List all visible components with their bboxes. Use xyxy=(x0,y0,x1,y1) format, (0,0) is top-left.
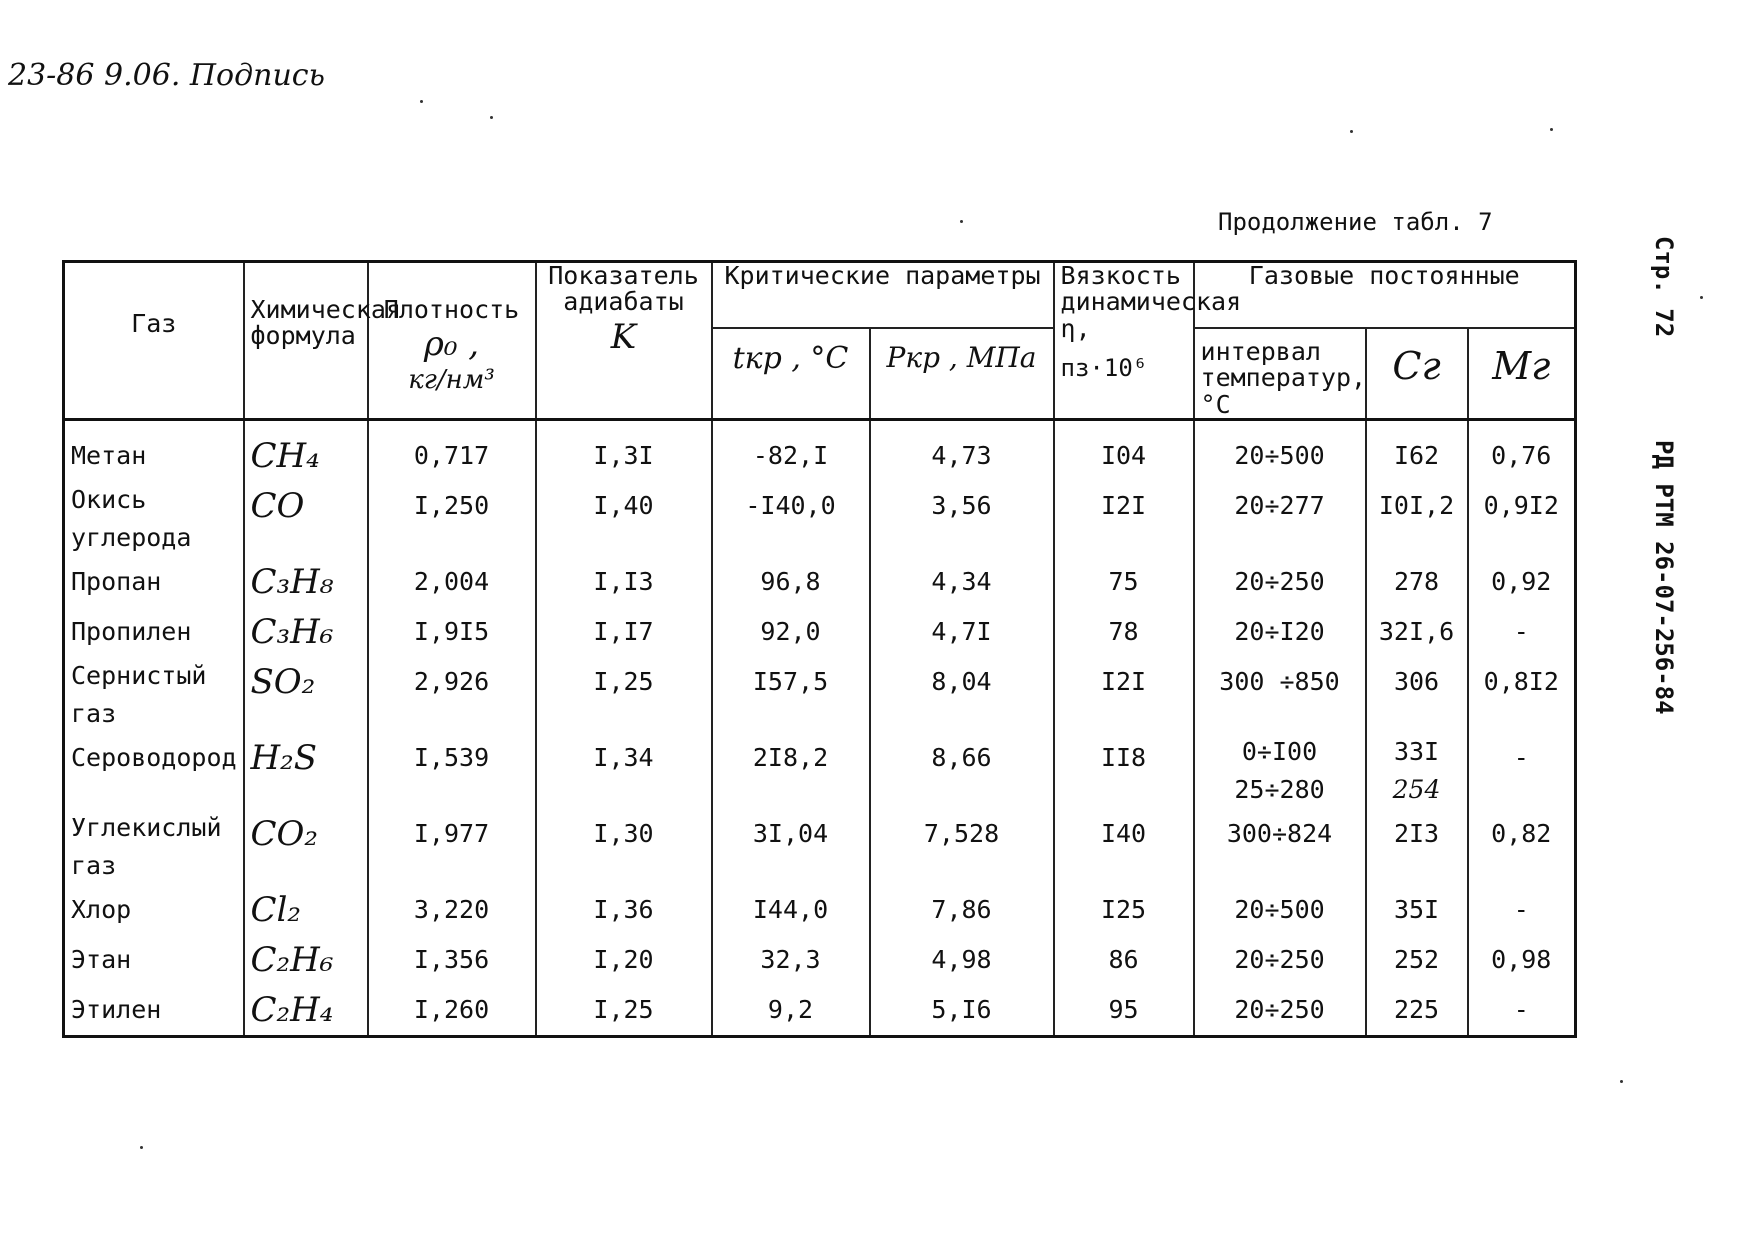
header-adiabatic xyxy=(536,262,712,420)
cell-m-text: - xyxy=(1513,616,1529,646)
cell-gas-text: Углекислый газ xyxy=(71,812,222,880)
header-c-g: Cг xyxy=(1366,328,1468,419)
cell-interval xyxy=(1194,481,1366,557)
cell-density-text: 2,004 xyxy=(413,566,490,596)
cell-t xyxy=(712,985,870,1037)
cell-m xyxy=(1468,733,1576,809)
header-m-g: Mг xyxy=(1468,328,1576,419)
handwritten-note: 23-86 9.06. Подпись xyxy=(8,58,325,93)
cell-k-text: I,30 xyxy=(593,818,654,848)
cell-visc-text: 75 xyxy=(1108,566,1139,596)
cell-visc-text: I04 xyxy=(1100,440,1147,470)
cell-gas xyxy=(64,419,244,481)
cell-p xyxy=(870,935,1054,985)
cell-gas-text: Метан xyxy=(71,440,147,470)
cell-formula-text: Cl₂ xyxy=(250,889,302,930)
cell-p xyxy=(870,733,1054,809)
header-density-unit: кг/нм³ xyxy=(408,364,495,395)
header-adiabatic-symbol: K xyxy=(610,316,637,357)
cell-m-text: 0,92 xyxy=(1491,566,1552,596)
gas-properties-table xyxy=(62,260,1577,1038)
table-row xyxy=(64,985,1576,1037)
cell-m xyxy=(1468,809,1576,885)
cell-c-text: 33I xyxy=(1393,736,1440,766)
cell-formula-text: C₂H₄ xyxy=(250,989,334,1030)
cell-p-text: 7,86 xyxy=(931,894,992,924)
cell-formula xyxy=(244,657,368,733)
cell-m xyxy=(1468,985,1576,1037)
cell-density xyxy=(368,481,536,557)
cell-gas-text: Сернистый газ xyxy=(71,660,207,728)
cell-visc-text: 78 xyxy=(1108,616,1139,646)
cell-gas xyxy=(64,935,244,985)
cell-formula xyxy=(244,419,368,481)
cell-k xyxy=(536,607,712,657)
cell-visc xyxy=(1054,885,1194,935)
cell-density xyxy=(368,809,536,885)
cell-interval-text: 300÷824 xyxy=(1226,818,1333,848)
cell-interval xyxy=(1194,985,1366,1037)
cell-visc-text: I2I xyxy=(1100,666,1147,696)
cell-p xyxy=(870,607,1054,657)
cell-density-text: I,356 xyxy=(413,944,490,974)
cell-m xyxy=(1468,419,1576,481)
cell-m-text: 0,9I2 xyxy=(1483,490,1559,520)
cell-c-text: I62 xyxy=(1393,440,1440,470)
cell-k xyxy=(536,557,712,607)
cell-k-text: I,3I xyxy=(593,440,654,470)
cell-interval-text: 20÷250 xyxy=(1234,994,1325,1024)
cell-p xyxy=(870,657,1054,733)
cell-gas-text: Хлор xyxy=(71,894,132,924)
cell-gas-text: Этан xyxy=(71,944,132,974)
table-continuation-caption: Продолжение табл. 7 xyxy=(1218,208,1493,236)
cell-density-text: I,9I5 xyxy=(413,616,490,646)
cell-visc xyxy=(1054,419,1194,481)
cell-interval-second-line: 25÷280 xyxy=(1234,774,1325,804)
cell-p-text: 8,66 xyxy=(931,742,992,772)
table-row xyxy=(64,733,1576,809)
table-header-row-1 xyxy=(64,262,1576,329)
cell-k-text: I,40 xyxy=(593,490,654,520)
cell-t xyxy=(712,607,870,657)
document-code-vertical: РД РТМ 26-07-256-84 xyxy=(1650,440,1678,715)
cell-c xyxy=(1366,885,1468,935)
cell-t-text: -I40,0 xyxy=(745,490,836,520)
cell-gas-text: Окись углерода xyxy=(71,484,192,552)
cell-k xyxy=(536,733,712,809)
cell-gas-text: Пропилен xyxy=(71,616,192,646)
cell-k-text: I,25 xyxy=(593,666,654,696)
cell-gas-text: Этилен xyxy=(71,994,162,1024)
cell-density-text: I,250 xyxy=(413,490,490,520)
cell-density xyxy=(368,419,536,481)
cell-p xyxy=(870,481,1054,557)
cell-visc xyxy=(1054,733,1194,809)
cell-gas xyxy=(64,809,244,885)
cell-interval xyxy=(1194,607,1366,657)
cell-p xyxy=(870,419,1054,481)
cell-k-text: I,34 xyxy=(593,742,654,772)
cell-visc-text: I40 xyxy=(1100,818,1147,848)
cell-t-text: I57,5 xyxy=(752,666,829,696)
cell-k-text: I,I7 xyxy=(593,616,654,646)
cell-p-text: 4,34 xyxy=(931,566,992,596)
cell-t xyxy=(712,935,870,985)
cell-p-text: 4,7I xyxy=(931,616,992,646)
cell-t xyxy=(712,557,870,607)
cell-k xyxy=(536,657,712,733)
cell-k xyxy=(536,419,712,481)
cell-k xyxy=(536,481,712,557)
cell-t xyxy=(712,481,870,557)
cell-interval xyxy=(1194,657,1366,733)
cell-t-text: 92,0 xyxy=(760,616,821,646)
cell-formula xyxy=(244,935,368,985)
cell-formula xyxy=(244,557,368,607)
cell-c-text: 32I,6 xyxy=(1378,616,1455,646)
cell-visc xyxy=(1054,481,1194,557)
cell-p-text: 7,528 xyxy=(923,818,1000,848)
cell-m-text: 0,76 xyxy=(1491,440,1552,470)
cell-formula xyxy=(244,885,368,935)
cell-interval-text: 20÷500 xyxy=(1234,440,1325,470)
cell-density xyxy=(368,985,536,1037)
cell-interval xyxy=(1194,809,1366,885)
cell-formula-text: C₃H₆ xyxy=(250,611,334,652)
cell-interval-text: 20÷500 xyxy=(1234,894,1325,924)
cell-m-text: 0,82 xyxy=(1491,818,1552,848)
cell-t-text: 3I,04 xyxy=(752,818,829,848)
cell-visc xyxy=(1054,657,1194,733)
header-adiabatic-label: Показатель адиабаты xyxy=(548,261,699,317)
cell-c xyxy=(1366,557,1468,607)
cell-t-text: 9,2 xyxy=(767,994,814,1024)
cell-density-text: I,539 xyxy=(413,742,490,772)
cell-c-text: 225 xyxy=(1393,994,1440,1024)
cell-gas xyxy=(64,885,244,935)
header-critical: Критические параметры xyxy=(712,262,1054,329)
table-row xyxy=(64,557,1576,607)
cell-formula-text: CO xyxy=(250,485,305,526)
cell-visc-text: I2I xyxy=(1100,490,1147,520)
cell-t-text: 2I8,2 xyxy=(752,742,829,772)
cell-c-text: I0I,2 xyxy=(1378,490,1455,520)
cell-formula xyxy=(244,809,368,885)
cell-m xyxy=(1468,657,1576,733)
cell-c xyxy=(1366,607,1468,657)
cell-visc xyxy=(1054,557,1194,607)
cell-density xyxy=(368,557,536,607)
cell-visc-text: II8 xyxy=(1100,742,1147,772)
cell-formula xyxy=(244,481,368,557)
cell-m-text: 0,8I2 xyxy=(1483,666,1559,696)
cell-density xyxy=(368,607,536,657)
cell-k xyxy=(536,935,712,985)
cell-formula-text: CO₂ xyxy=(250,813,319,854)
cell-t-text: -82,I xyxy=(752,440,829,470)
cell-formula-text: CH₄ xyxy=(250,435,320,476)
cell-visc xyxy=(1054,607,1194,657)
cell-p xyxy=(870,885,1054,935)
table-row xyxy=(64,885,1576,935)
cell-density xyxy=(368,733,536,809)
cell-density-text: I,260 xyxy=(413,994,490,1024)
cell-t xyxy=(712,657,870,733)
cell-k xyxy=(536,885,712,935)
cell-interval xyxy=(1194,935,1366,985)
cell-k xyxy=(536,809,712,885)
cell-gas-text: Пропан xyxy=(71,566,162,596)
cell-c xyxy=(1366,935,1468,985)
cell-c-text: 306 xyxy=(1393,666,1440,696)
cell-k-text: I,25 xyxy=(593,994,654,1024)
header-density-label: Плотность xyxy=(383,295,520,324)
table-row xyxy=(64,935,1576,985)
cell-c xyxy=(1366,985,1468,1037)
table-row xyxy=(64,657,1576,733)
cell-m-text: 0,98 xyxy=(1491,944,1552,974)
cell-k xyxy=(536,985,712,1037)
table-row xyxy=(64,809,1576,885)
cell-c-text: 35I xyxy=(1393,894,1440,924)
cell-formula xyxy=(244,733,368,809)
cell-formula-text: SO₂ xyxy=(250,661,316,702)
cell-c-text: 2I3 xyxy=(1393,818,1440,848)
cell-interval-text: 20÷250 xyxy=(1234,566,1325,596)
cell-p-text: 8,04 xyxy=(931,666,992,696)
header-p-cr: Pкр , МПа xyxy=(870,328,1054,419)
cell-visc xyxy=(1054,809,1194,885)
cell-formula-text: H₂S xyxy=(250,737,318,778)
cell-m xyxy=(1468,885,1576,935)
header-viscosity-unit: пз·10⁶ xyxy=(1060,353,1148,382)
cell-t-text: 32,3 xyxy=(760,944,821,974)
cell-m-text: - xyxy=(1513,994,1529,1024)
cell-interval-text: 0÷I00 xyxy=(1241,736,1318,766)
header-viscosity-label: Вязкость динамическая η, xyxy=(1060,261,1242,343)
cell-interval-text: 20÷250 xyxy=(1234,944,1325,974)
cell-p-text: 4,98 xyxy=(931,944,992,974)
cell-t xyxy=(712,733,870,809)
cell-m xyxy=(1468,481,1576,557)
cell-c xyxy=(1366,809,1468,885)
cell-gas xyxy=(64,657,244,733)
cell-density-text: 3,220 xyxy=(413,894,490,924)
cell-interval-text: 20÷I20 xyxy=(1234,616,1325,646)
cell-t xyxy=(712,885,870,935)
cell-formula xyxy=(244,985,368,1037)
cell-m xyxy=(1468,557,1576,607)
cell-m-text: - xyxy=(1513,894,1529,924)
table-row xyxy=(64,481,1576,557)
cell-gas-text: Сероводород xyxy=(71,742,237,772)
cell-interval-text: 300 ÷850 xyxy=(1219,666,1340,696)
cell-t xyxy=(712,809,870,885)
cell-p xyxy=(870,985,1054,1037)
cell-density xyxy=(368,935,536,985)
cell-interval xyxy=(1194,885,1366,935)
table-row xyxy=(64,419,1576,481)
table-row xyxy=(64,607,1576,657)
cell-visc xyxy=(1054,935,1194,985)
cell-formula-text: C₂H₆ xyxy=(250,939,334,980)
cell-formula xyxy=(244,607,368,657)
cell-t-text: 96,8 xyxy=(760,566,821,596)
cell-k-text: I,20 xyxy=(593,944,654,974)
cell-visc-text: 86 xyxy=(1108,944,1139,974)
cell-density-text: 2,926 xyxy=(413,666,490,696)
header-gas-constants: Газовые постоянные xyxy=(1194,262,1576,329)
cell-gas xyxy=(64,733,244,809)
cell-p-text: 4,73 xyxy=(931,440,992,470)
cell-t xyxy=(712,419,870,481)
cell-m-text: - xyxy=(1513,742,1529,772)
cell-p xyxy=(870,557,1054,607)
cell-gas xyxy=(64,607,244,657)
cell-k-text: I,36 xyxy=(593,894,654,924)
header-gas: Газ xyxy=(64,262,244,420)
page-number-vertical: Стр. 72 xyxy=(1650,236,1678,338)
cell-visc xyxy=(1054,985,1194,1037)
cell-density xyxy=(368,657,536,733)
cell-c xyxy=(1366,733,1468,809)
header-viscosity xyxy=(1054,261,1242,420)
header-formula: Химическая формула xyxy=(244,262,368,420)
cell-c-second-line: 254 xyxy=(1392,774,1441,804)
cell-interval xyxy=(1194,733,1366,809)
cell-density-text: I,977 xyxy=(413,818,490,848)
cell-k-text: I,I3 xyxy=(593,566,654,596)
cell-density-text: 0,717 xyxy=(413,440,490,470)
cell-interval xyxy=(1194,419,1366,481)
cell-p xyxy=(870,809,1054,885)
header-temp-interval: интервал температур, °C xyxy=(1194,328,1366,419)
cell-gas xyxy=(64,481,244,557)
header-density-symbol: ρ₀ , xyxy=(423,324,480,365)
cell-p-text: 3,56 xyxy=(931,490,992,520)
cell-c-text: 252 xyxy=(1393,944,1440,974)
header-density xyxy=(368,262,536,420)
header-t-cr: tкр , °C xyxy=(712,328,870,419)
cell-formula-text: C₃H₈ xyxy=(250,561,334,602)
cell-m xyxy=(1468,935,1576,985)
cell-gas xyxy=(64,985,244,1037)
cell-interval xyxy=(1194,557,1366,607)
cell-c xyxy=(1366,419,1468,481)
cell-p-text: 5,I6 xyxy=(931,994,992,1024)
cell-c xyxy=(1366,481,1468,557)
cell-c xyxy=(1366,657,1468,733)
cell-interval-text: 20÷277 xyxy=(1234,490,1325,520)
cell-gas xyxy=(64,557,244,607)
cell-c-text: 278 xyxy=(1393,566,1440,596)
cell-density xyxy=(368,885,536,935)
cell-t-text: I44,0 xyxy=(752,894,829,924)
cell-m xyxy=(1468,607,1576,657)
cell-visc-text: I25 xyxy=(1100,894,1147,924)
cell-visc-text: 95 xyxy=(1108,994,1139,1024)
